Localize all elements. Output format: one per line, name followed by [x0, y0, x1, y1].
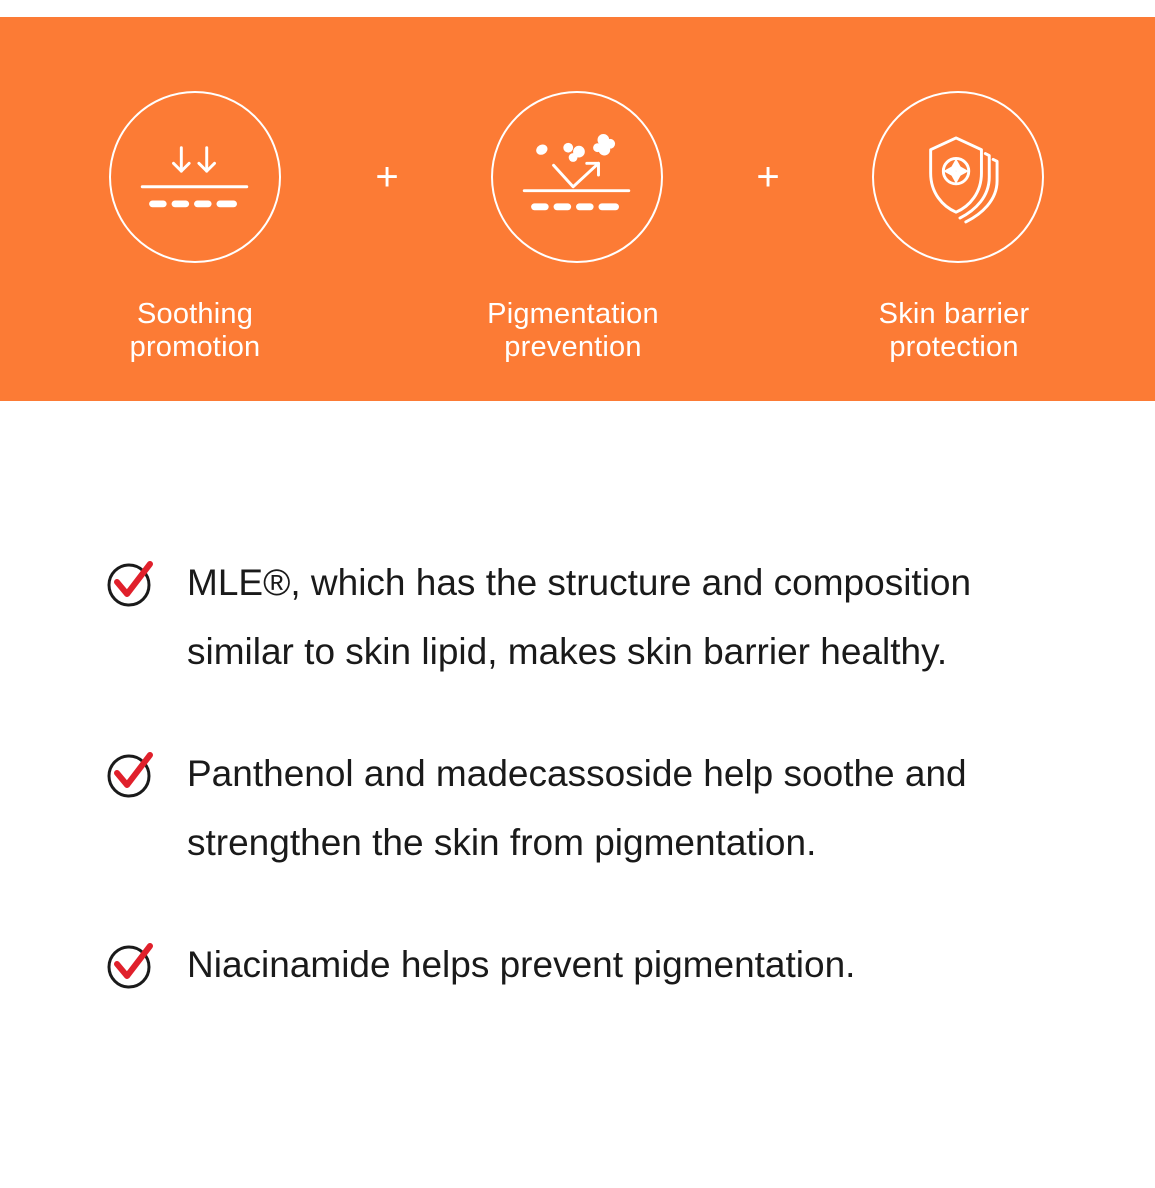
feature-banner — [0, 17, 1155, 401]
check-icon — [106, 940, 156, 990]
benefit-item — [106, 747, 1066, 877]
check-icon — [106, 749, 156, 799]
feature-label: Skin barrier protection — [878, 298, 1030, 363]
feature-label: Pigmentation prevention — [487, 298, 659, 363]
shield-icon — [872, 91, 1044, 263]
benefit-text: MLE®, which has the structure and composition similar to skin lipid, makes skin barrier healthy. — [187, 562, 972, 672]
benefit-item — [106, 938, 1066, 1008]
soothing-arrows-icon — [109, 91, 281, 263]
pigmentation-deflect-icon — [491, 91, 663, 263]
plus-separator: + — [756, 155, 780, 199]
benefit-item — [106, 556, 1066, 686]
benefit-text: Niacinamide helps prevent pigmentation. — [187, 944, 856, 985]
check-icon — [106, 558, 156, 608]
plus-separator: + — [375, 155, 399, 199]
benefit-text: Panthenol and madecassoside help soothe and strengthen the skin from pigmentation. — [187, 753, 967, 863]
feature-label: Soothing promotion — [129, 298, 261, 363]
